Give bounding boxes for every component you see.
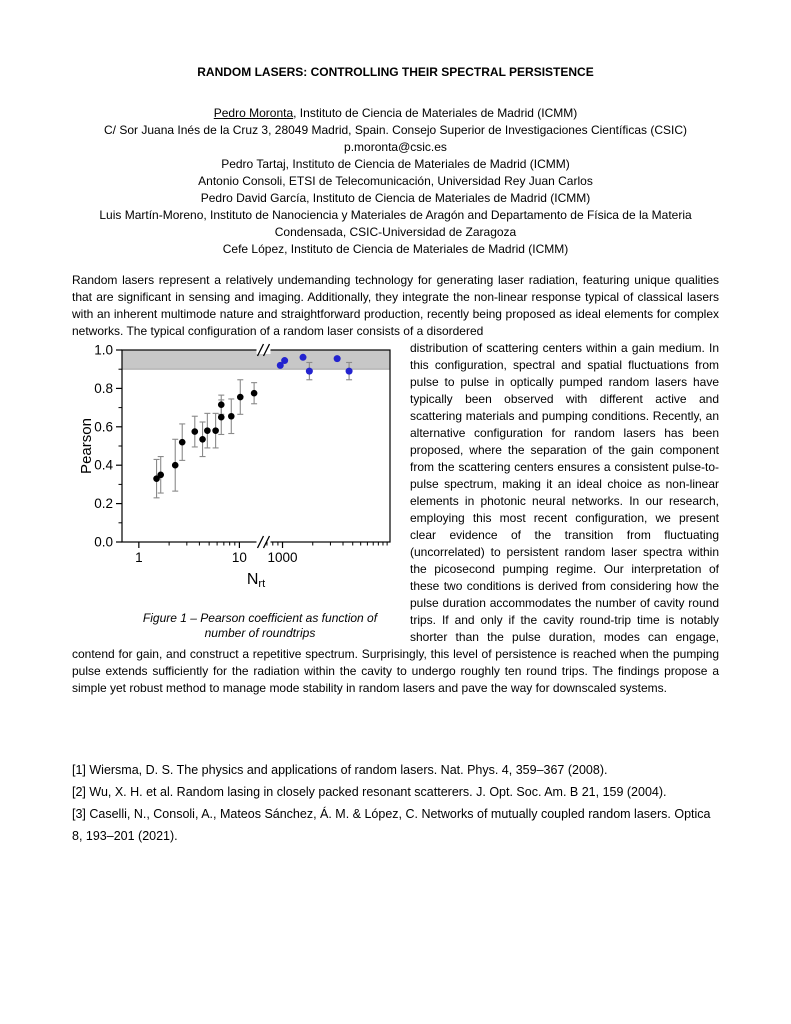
plot-frame — [122, 350, 390, 542]
data-point-black — [228, 413, 235, 420]
data-point-blue — [334, 355, 341, 362]
figure-caption — [72, 611, 404, 641]
data-point-black — [179, 439, 186, 446]
reference-3: [3] Caselli, N., Consoli, A., Mateos Sánchez, Á. M. & López, C. Networks of mutually coupled random lasers. Optica 8, 193–201 (2021). — [72, 807, 711, 843]
corresponding-author-name: Pedro Moronta — [213, 106, 294, 120]
author-block — [72, 105, 719, 258]
author-line-lead — [72, 105, 719, 122]
author-line: Luis Martín-Moreno, Instituto de Nanociencia y Materiales de Aragón and Departamento de Física de la Materia Condensada, CSIC-Universidad de Zaragoza — [99, 208, 692, 239]
reference-2: [2] Wu, X. H. et al. Random lasing in closely packed resonant scatterers. J. Opt. Soc. Am. B 21, 159 (2004). — [72, 785, 667, 799]
data-point-black — [212, 427, 219, 434]
y-tick-label: 0.0 — [94, 534, 113, 550]
data-point-black — [251, 390, 258, 397]
data-point-black — [218, 401, 225, 408]
data-point-black — [191, 428, 198, 435]
author-line-lead-rest: , Instituto de Ciencia de Materiales de Madrid (ICMM) — [293, 106, 578, 120]
abstract-paragraph-1: Random lasers represent a relatively undemanding technology for generating laser radiation, featuring unique qualities that are significant in sensing and imaging. Additionally, they integrate the non-linear response typical of classical lasers with an inherent multimode nature and straightforward production, recently being proposed as ideal elements for complex networks. The typical configuration of a random laser consists of a disordered — [72, 273, 719, 338]
data-point-black — [157, 472, 164, 479]
data-point-black — [199, 436, 206, 443]
pearson-scatter-svg — [78, 342, 398, 594]
paper-title: RANDOM LASERS: CONTROLLING THEIR SPECTRAL PERSISTENCE — [197, 65, 594, 79]
data-point-blue — [300, 354, 307, 361]
data-point-black — [172, 462, 179, 469]
author-line: Cefe López, Instituto de Ciencia de Materiales de Madrid (ICMM) — [222, 242, 569, 256]
author-line: Antonio Consoli, ETSI de Telecomunicación, Universidad Rey Juan Carlos — [198, 174, 593, 188]
author-line: Pedro Tartaj, Instituto de Ciencia de Materiales de Madrid (ICMM) — [221, 157, 570, 171]
y-tick-label: 1.0 — [94, 342, 113, 358]
data-point-blue — [281, 357, 288, 364]
author-line-address: C/ Sor Juana Inés de la Cruz 3, 28049 Madrid, Spain. Consejo Superior de Investigaciones Científicas (CSIC) — [104, 123, 687, 137]
pearson-chart — [78, 342, 398, 599]
y-tick-label: 0.8 — [94, 380, 113, 396]
data-point-blue — [346, 368, 353, 375]
y-tick-label: 0.4 — [94, 457, 113, 473]
y-tick-label: 0.2 — [94, 496, 113, 512]
y-axis-label: Pearson — [78, 418, 95, 474]
x-tick-label: 1 — [135, 550, 143, 565]
abstract-paragraph-2: distribution of scattering centers within a gain medium. In this configuration, spectral and spatial fluctuations from pulse to pulse in optically pumped random lasers have typically been observed with different active and scattering materials and pumping conditions. Recently, an alternative configuration for random lasers has been proposed, where the separation of the gain component from the scattering centers ensures a consistent pulse-to-pulse spectrum, making it an ideal choice as non-linear elements in photonic neural networks. In our research, employing this most recent configuration, we present clear evidence of the transition from fluctuating (uncorrelated) to persistent random laser spectra within the picosecond pumping regime. Our interpretation of these two conditions is derived from considering how the pulse duration accommodates the number of cavity round trips. If and only if the cavity round-trip time is notably shorter than the pulse duration, modes can engage, contend for gain, and construct a repetitive spectrum. Surprisingly, this level of persistence is reached when the pumping pulse extends sufficiently for the radiation within the cavity to undergo roughly ten round trips. The findings propose a simple yet robust method to manage mode stability in random lasers and pave the way for downscaled systems. — [72, 341, 719, 695]
data-point-black — [237, 394, 244, 401]
shaded-band — [122, 350, 390, 369]
abstract — [72, 272, 719, 697]
data-point-black — [204, 427, 211, 434]
x-tick-label: 10 — [231, 550, 247, 565]
y-tick-label: 0.6 — [94, 419, 113, 435]
figure-caption-line2: number of roundtrips — [204, 626, 316, 640]
abstract-wrap-section — [72, 340, 719, 697]
references — [72, 759, 719, 847]
figure-caption-line1: Figure 1 – Pearson coefficient as function of — [142, 611, 378, 625]
author-line: Pedro David García, Instituto de Ciencia de Materiales de Madrid (ICMM) — [200, 191, 591, 205]
data-point-blue — [306, 368, 313, 375]
x-tick-label: 1000 — [267, 550, 298, 565]
author-line-email: p.moronta@csic.es — [344, 140, 447, 154]
figure-1 — [72, 342, 404, 641]
reference-1: [1] Wiersma, D. S. The physics and applications of random lasers. Nat. Phys. 4, 359–367 (2008). — [72, 763, 608, 777]
x-axis-label: Nrt — [246, 571, 266, 590]
data-point-black — [218, 414, 225, 421]
